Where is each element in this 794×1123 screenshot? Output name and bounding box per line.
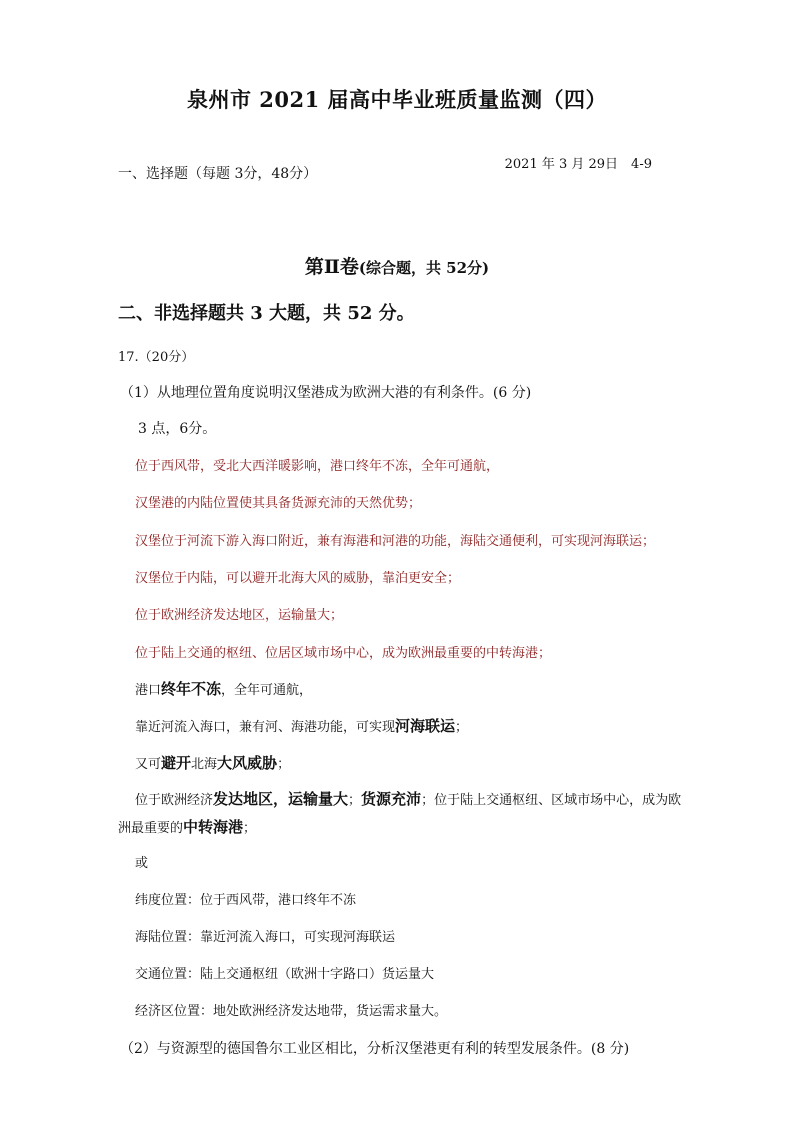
answer-keyword: 中转海港: [183, 818, 244, 836]
answer-text: ；: [277, 757, 291, 772]
part-2-title: 第Ⅱ卷: [304, 256, 359, 278]
answer-keyword: 河海联运: [395, 717, 456, 735]
answer-line: 汉堡港的内陆位置使其具备货源充沛的天然优势；: [135, 496, 422, 511]
page-title: 泉州市 2021 届高中毕业班质量监测（四）: [186, 87, 608, 112]
part-2-heading: [0, 252, 794, 279]
answer-or: 或: [135, 856, 149, 871]
question-17-2: （2）与资源型的德国鲁尔工业区相比，分析汉堡港更有利的转型发展条件。(8 分): [120, 1041, 630, 1057]
answer-line: 汉堡位于河流下游入海口附近，兼有海港和河港的功能，海陆交通便利，可实现河海联运；: [135, 534, 656, 549]
answer-text: 靠近河流入海口，兼有河、海港功能，可实现: [135, 720, 396, 735]
answer-keyword: 货源充沛: [361, 790, 422, 808]
answer-text: 北海: [191, 757, 218, 772]
answer-line: 位于西风带，受北大西洋暖影响，港口终年不冻，全年可通航，: [135, 459, 500, 474]
answer-text: 位于欧洲经济: [135, 793, 214, 808]
answer-text: 又可: [135, 757, 162, 772]
answer-keyword-line: [135, 678, 312, 699]
answer-text: 港口: [135, 683, 162, 698]
answer-keyword: 终年不冻: [161, 680, 222, 698]
answer-keyword: 大风威胁: [217, 754, 278, 772]
answer-text: ，全年可通航，: [221, 683, 313, 698]
answer-keyword: 避开: [161, 754, 192, 772]
answer-text: ；: [455, 720, 469, 735]
answer-text: ；: [243, 821, 257, 836]
answer-points-note: 3 点，6分。: [138, 421, 217, 437]
answer-line: 位于欧洲经济发达地区，运输量大；: [135, 608, 344, 623]
question-17-1: （1）从地理位置角度说明汉堡港成为欧洲大港的有利条件。(6 分): [120, 385, 532, 401]
answer-keyword-line: [135, 752, 290, 773]
answer-keyword: 发达地区，运输量大: [213, 790, 349, 808]
section-2-heading: 二、非选择题共 3 大题，共 52 分。: [118, 303, 415, 324]
answer-text: ；位于陆上交通枢纽、区域市场中心，成为欧洲最重要的: [118, 793, 682, 836]
alt-answer-line: 交通位置：陆上交通枢纽（欧洲十字路口）货运量大: [135, 967, 435, 982]
answer-keyword-line: [135, 715, 468, 736]
alt-answer-line: 经济区位置：地处欧洲经济发达地带，货运需求量大。: [135, 1004, 448, 1019]
answer-line: 位于陆上交通的枢纽、位居区域市场中心，成为欧洲最重要的中转海港；: [135, 646, 552, 661]
section-1-heading: 一、选择题（每题 3分，48分）: [118, 166, 318, 182]
answer-keyword-paragraph: [118, 786, 688, 842]
answer-line: 汉堡位于内陆，可以避开北海大风的威胁，靠泊更安全；: [135, 571, 461, 586]
alt-answer-line: 纬度位置：位于西风带，港口终年不冻: [135, 893, 357, 908]
part-2-subtitle: (综合题，共 52分): [358, 259, 490, 277]
question-17-label: 17.（20分）: [118, 350, 195, 365]
answer-text: ；: [348, 793, 362, 808]
exam-date: 2021 年 3 月 29日 4-9: [504, 157, 652, 172]
alt-answer-line: 海陆位置：靠近河流入海口，可实现河海联运: [135, 930, 396, 945]
